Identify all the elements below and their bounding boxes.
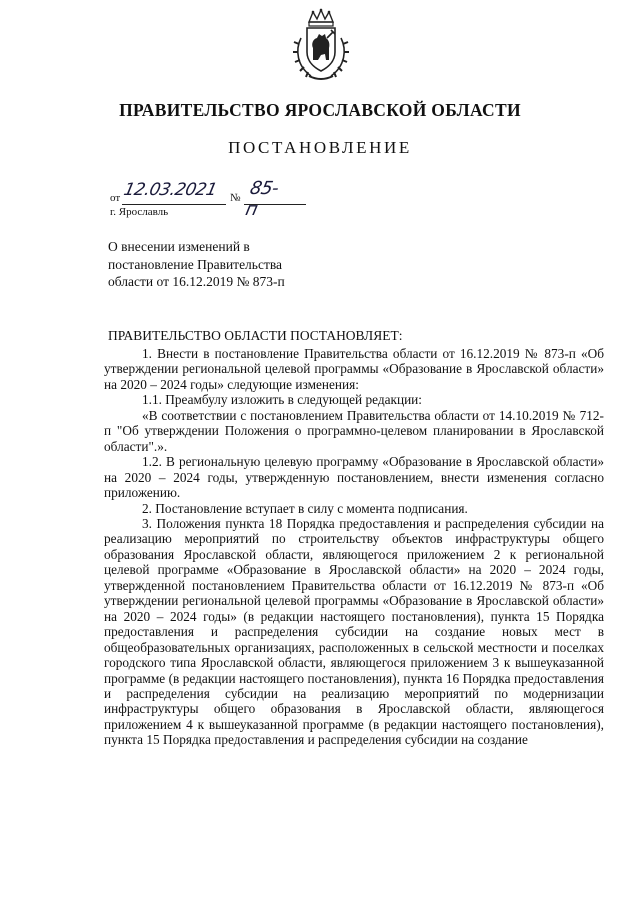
government-title: ПРАВИТЕЛЬСТВО ЯРОСЛАВСКОЙ ОБЛАСТИ — [119, 100, 521, 120]
paragraph-1-1-quote: «В соответствии с постановлением Правительства области от 14.10.2019 № 712-п "Об утверждении Положения о программно-целевом планировании в Ярославской области".». — [104, 407, 604, 454]
paragraph-3: 3. Положения пункта 18 Порядка предоставления и распределения субсидии на реализацию мероприятий по строительству объектов инфраструктуры общего образования Ярославской области, являющегося приложением 2 к региональной целевой программе «Образование в Ярославской области» на 2020 – 2024 годы, утвержденной постановлением Правительства области от 16.12.2019 № 873-п «Об утверждении региональной целевой программы «Образование в Ярославской области» на 2020 – 2024 годы» (в редакции настоящего постановления), пункта 15 Порядка предоставления и распределения субсидии на создание новых мест в общеобразовательных организациях, расположенных в сельской местности и поселках городского типа Ярославской области, являющегося приложением 3 к вышеуказанной программе (в редакции настоящего постановления), пункта 16 Порядка предоставления и распределения субсидии на реализацию мероприятий по модернизации инфраструктуры общего образования в Ярославской области, являющегося приложением 4 к вышеуказанной программе (в редакции настоящего постановления), пункта 15 Порядка предоставления и распределения субсидии на создание — [104, 515, 604, 748]
paragraph-1-1: 1.1. Преамбулу изложить в следующей редакции: — [142, 392, 422, 408]
from-label: от — [110, 192, 121, 204]
resolves-heading: ПРАВИТЕЛЬСТВО ОБЛАСТИ ПОСТАНОВЛЯЕТ: — [108, 328, 403, 343]
number-label: № — [230, 192, 241, 204]
subject-line: области от 16.12.2019 № 873-п — [108, 274, 285, 289]
subject-block — [108, 238, 285, 291]
document-type: ПОСТАНОВЛЕНИЕ — [228, 138, 412, 157]
document-body — [104, 346, 604, 748]
date-underline — [122, 204, 226, 205]
subject-line: О внесении изменений в — [108, 239, 250, 254]
paragraph-1: 1. Внести в постановление Правительства области от 16.12.2019 № 873-п «Об утверждении региональной целевой программы «Образование в Ярославской области» на 2020 – 2024 годы» следующие изменения: — [104, 346, 604, 392]
number-underline — [244, 204, 306, 205]
coat-of-arms-emblem — [289, 8, 353, 82]
paragraph-2: 2. Постановление вступает в силу с момента подписания. — [142, 500, 468, 516]
subject-line: постановление Правительства — [108, 256, 283, 272]
paragraph-1-2: 1.2. В региональную целевую программу «Образование в Ярославской области» на 2020 – 2024 годы, утвержденную постановлением, внести изменения согласно приложению. — [104, 454, 604, 501]
city-label: г. Ярославль — [110, 206, 169, 218]
handwritten-number: 85-п — [243, 178, 281, 220]
handwritten-date: 12.03.2021 — [121, 180, 219, 200]
